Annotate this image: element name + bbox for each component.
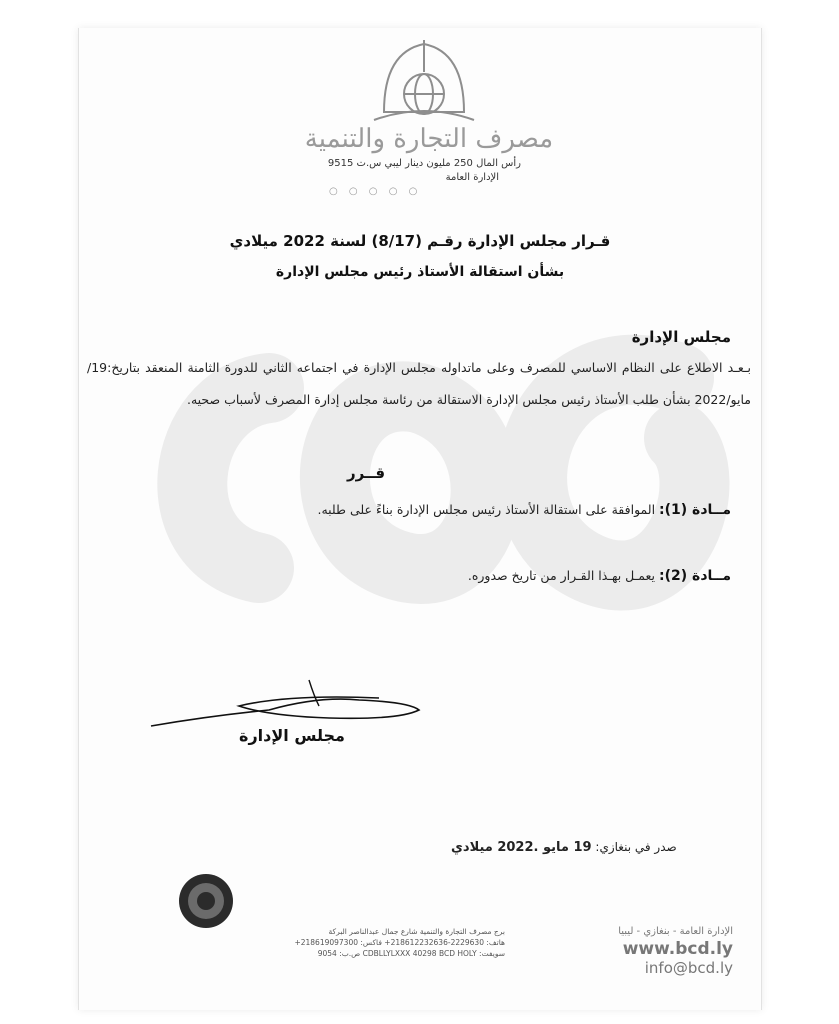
issued-line (451, 840, 677, 855)
decorative-dots: ○ ○ ○ ○ ○ (329, 186, 422, 197)
email-link[interactable]: info@bcd.ly (644, 959, 733, 977)
footer-address-line: برج مصرف التجارة والتنمية شارع جمال عبدالناصر البركة (328, 927, 505, 936)
decision-subject: بشأن استقالة الأستاذ رئيس مجلس الإدارة (275, 264, 565, 280)
article-1-label: مــادة (1): (659, 502, 731, 518)
issued-date: 19 مايو .2022 ميلادي (451, 840, 592, 855)
official-stamp-icon (175, 870, 237, 932)
footer-department: الإدارة العامة - بنغازي - ليبيا (618, 926, 733, 937)
article-2 (468, 568, 731, 584)
bank-emblem-icon (364, 32, 484, 128)
article-1 (317, 502, 731, 518)
department-label: الإدارة العامة (445, 172, 499, 183)
footer-contact (557, 926, 733, 977)
preamble-text: بـعـد الاطلاع على النظام الاساسي للمصرف وعلى ماتداوله مجلس الإدارة في اجتماعه الثاني للدورة الثامنة المنعقد بتاريخ:19/مايو/2022 بشأن طلب الأستاذ رئيس مجلس الإدارة الاستقالة من رئاسة مجلس إدارة المصرف لأسباب صحيه. (87, 360, 751, 407)
footer-address (275, 926, 505, 959)
decision-heading: قــرر (347, 464, 386, 482)
document-page (78, 28, 762, 1010)
footer-address-line: سويفت: CDBLLYLXXX 40298 BCD HOLY ص.ب: 9054 (317, 949, 505, 958)
footer-address-line: هاتف: 2229630-218612232636+ فاكس: 218619097300+ (294, 938, 505, 947)
article-2-label: مــادة (2): (659, 568, 731, 584)
decision-title: قـرار مجلس الإدارة رقـم (8/17) لسنة 2022 ميلادي (229, 232, 611, 250)
issued-prefix: صدر في بنغازي: (595, 840, 677, 854)
capital-line: رأس المال 250 مليون دينار ليبي س.ت 9515 (327, 158, 521, 169)
signature-label: مجلس الإدارة (239, 726, 345, 745)
bank-name: مصرف التجارة والتنمية (304, 124, 554, 154)
website-link[interactable]: www.bcd.ly (622, 939, 733, 959)
article-2-text: يعمـل بهـذا القـرار من تاريخ صدوره. (467, 568, 656, 583)
article-1-text: الموافقة على استقالة الأستاذ رئيس مجلس الإدارة بناءً على طلبه. (317, 502, 656, 517)
board-heading: مجلس الإدارة (631, 328, 731, 346)
